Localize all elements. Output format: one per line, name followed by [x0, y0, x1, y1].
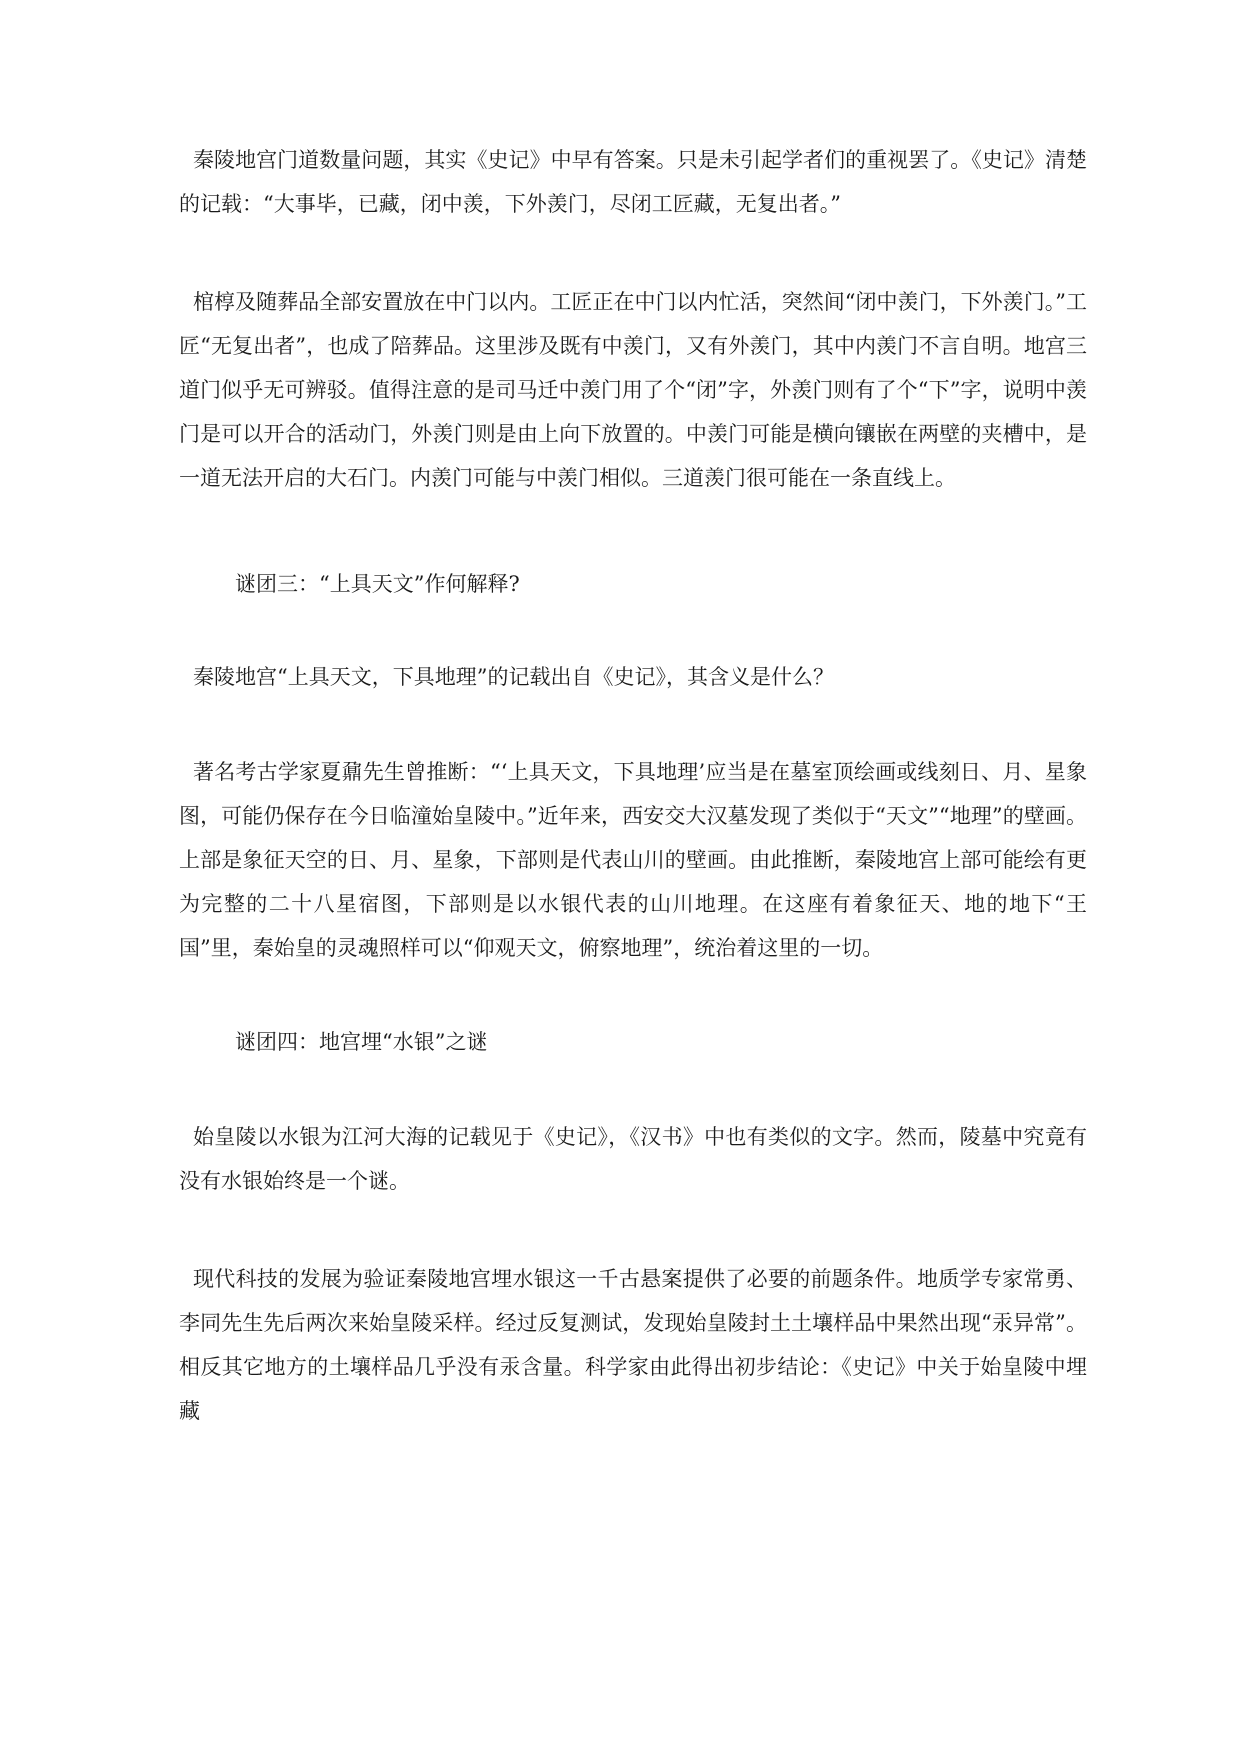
paragraph-xia-nai-theory: 著名考古学家夏鼐先生曾推断：“‘上具天文，下具地理’应当是在墓室顶绘画或线刻日、月、星象图，可能仍保存在今日临潼始皇陵中。”近年来，西安交大汉墓发现了类似于“天文”“地理”的壁画。上部是象征天空的日、月、星象，下部则是代表山川的壁画。由此推断，秦陵地宫上部可能绘有更为完整的二十八星宿图，下部则是以水银代表的山川地理。在这座有着象征天、地的地下“王国”里，秦始皇的灵魂照样可以“仰观天文，俯察地理”，统治着这里的一切。: [179, 760, 1087, 960]
paragraph-coffin-placement: 棺椁及随葬品全部安置放在中门以内。工匠正在中门以内忙活，突然间“闭中羡门，下外羡门。”工匠“无复出者”，也成了陪葬品。这里涉及既有中羡门，又有外羡门，其中内羡门不言自明。地宫三道门似乎无可辨驳。值得注意的是司马迁中羡门用了个“闭”字，外羡门则有了个“下”字，说明中羡门是可以开合的活动门，外羡门则是由上向下放置的。中羡门可能是横向镶嵌在两壁的夹槽中，是一道无法开启的大石门。内羡门可能与中羡门相似。三道羡门很可能在一条直线上。: [179, 290, 1087, 490]
paragraph-mercury-records: 始皇陵以水银为江河大海的记载见于《史记》，《汉书》中也有类似的文字。然而，陵墓中究竟有没有水银始终是一个谜。: [179, 1125, 1087, 1193]
heading-mystery-three: 谜团三：“上具天文”作何解释?: [235, 572, 520, 596]
heading-mystery-four: 谜团四：地宫埋“水银”之谜: [235, 1030, 488, 1054]
paragraph-gate-count: 秦陵地宫门道数量问题，其实《史记》中早有答案。只是未引起学者们的重视罢了。《史记》清楚的记载：“大事毕，已藏，闭中羡，下外羡门，尽闭工匠藏，无复出者。”: [179, 148, 1087, 216]
paragraph-astronomy-question: 秦陵地宫“上具天文，下具地理”的记载出自《史记》，其含义是什么？: [193, 665, 834, 689]
paragraph-mercury-testing: 现代科技的发展为验证秦陵地宫埋水银这一千古悬案提供了必要的前题条件。地质学专家常勇、李同先生先后两次来始皇陵采样。经过反复测试，发现始皇陵封土土壤样品中果然出现“汞异常”。相反其它地方的土壤样品几乎没有汞含量。科学家由此得出初步结论：《史记》中关于始皇陵中埋藏: [179, 1267, 1087, 1423]
